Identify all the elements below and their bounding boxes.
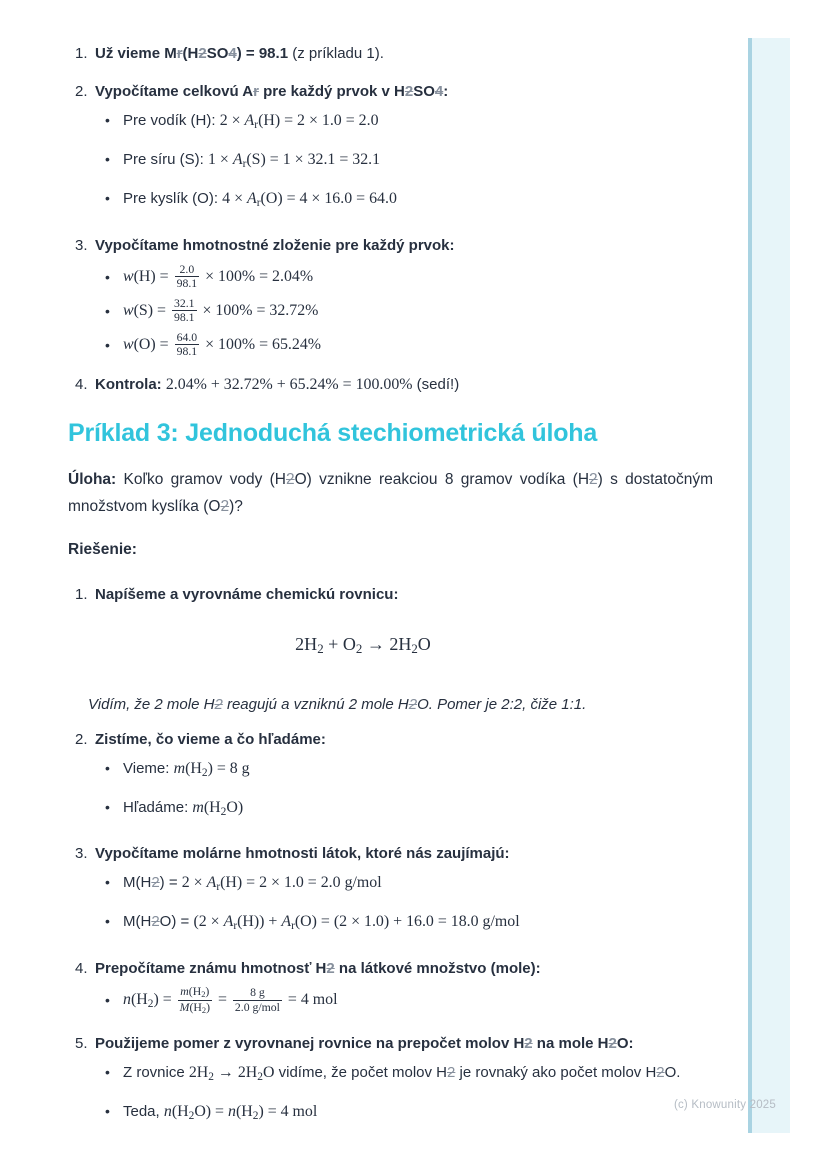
text-segment: M <box>179 1001 190 1014</box>
text-segment: (H <box>235 1102 253 1120</box>
bullet-icon: • <box>105 336 110 353</box>
text-segment: (H <box>188 985 202 999</box>
fraction <box>175 331 200 360</box>
text-segment: 2 <box>411 640 418 656</box>
fraction-denominator <box>175 277 200 291</box>
text-segment: (O) = (2 × 1.0) + 16.0 = 18.0 g/mol <box>294 913 520 931</box>
fraction <box>233 986 282 1015</box>
text-segment: : <box>443 83 449 100</box>
text-segment: (H <box>185 759 202 777</box>
text-segment: r <box>256 196 261 209</box>
text-segment: ) = 98.1 <box>236 45 289 62</box>
bullet-item <box>68 871 713 899</box>
text-segment: Z rovnice <box>123 1063 189 1081</box>
text-segment: O: <box>616 1034 634 1052</box>
text-segment: ) <box>205 985 210 999</box>
text-segment: A <box>232 150 243 168</box>
text-segment: × 100% = 65.24% <box>201 335 322 353</box>
bullet-item <box>68 757 713 785</box>
bullet-item <box>68 330 713 360</box>
bullet-icon: • <box>105 112 110 128</box>
text-segment: w <box>123 301 134 319</box>
text-segment: Hľadáme: <box>123 798 193 816</box>
text-segment: 1 × <box>208 150 233 168</box>
text-segment: (H) = 2 × 1.0 = 2.0 <box>258 112 379 129</box>
text-segment: 2 <box>220 805 227 818</box>
text-segment: ) = 4 mol <box>258 1102 318 1120</box>
text-segment: 2 <box>286 470 295 488</box>
text-segment: m <box>173 759 186 777</box>
text-segment: (H <box>130 991 148 1009</box>
text-segment: (S) = <box>133 301 170 319</box>
fraction <box>172 297 197 326</box>
text-segment: vidíme, že počet molov H <box>274 1063 448 1081</box>
text-segment: M(H <box>123 874 152 892</box>
fraction-denominator <box>175 345 200 359</box>
text-segment: 2 <box>608 1034 617 1052</box>
text-segment: 2 <box>404 83 414 100</box>
fraction-numerator <box>178 985 212 1001</box>
text-segment: 2 × <box>181 874 207 892</box>
text-segment: 2 <box>151 913 160 931</box>
text-segment: A <box>247 189 257 207</box>
text-segment: n <box>163 1102 172 1120</box>
text-segment: SO <box>413 83 435 100</box>
fraction <box>175 263 200 292</box>
list-number: 1. <box>75 585 88 603</box>
text-segment: 64.0 <box>176 330 198 344</box>
text-segment: A <box>281 913 292 931</box>
text-segment: Zistíme, čo vieme a čo hľadáme: <box>95 730 326 748</box>
text-segment: Riešenie: <box>68 540 137 558</box>
bullet-item <box>68 148 713 176</box>
text-segment: ) <box>206 1001 210 1014</box>
list-number: 3. <box>75 236 88 254</box>
text-segment: × 100% = 2.04% <box>201 267 314 285</box>
text-segment: 2 <box>355 640 363 656</box>
text-segment: = 4 mol <box>283 991 338 1009</box>
text-segment: je rovnaký ako počet molov H <box>455 1063 657 1081</box>
text-segment: 98.1 <box>176 277 198 291</box>
list-number: 2. <box>75 730 88 748</box>
fraction-denominator <box>172 311 197 325</box>
bullet-icon: • <box>105 992 110 1009</box>
text-segment: Úloha: <box>68 470 124 488</box>
text-segment: n <box>123 991 131 1009</box>
text-segment: 2 <box>524 1034 533 1052</box>
text-segment: 2 <box>201 1005 207 1016</box>
text-segment: A <box>223 913 234 931</box>
text-segment: → 2H <box>213 1063 258 1081</box>
bullet-item <box>68 296 713 326</box>
text-segment: (S) = 1 × 32.1 = 32.1 <box>246 150 381 168</box>
text-segment: 2 <box>257 1070 263 1083</box>
list-item <box>68 842 713 865</box>
bullet-icon: • <box>105 268 110 285</box>
text-segment: Koľko gramov vody (H <box>123 470 286 488</box>
text-segment: Vieme: <box>123 759 174 777</box>
text-segment: (O) = 4 × 16.0 = 64.0 <box>260 189 397 207</box>
copyright-text: (c) Knowunity 2025 <box>673 1099 776 1111</box>
text-segment: Vidím, že 2 mole H <box>88 695 215 713</box>
text-segment: ) = <box>153 991 176 1009</box>
text-segment: Použijeme pomer z vyrovnanej rovnice na prepočet molov H <box>95 1034 525 1052</box>
text-segment: pre každý prvok v H <box>258 83 405 100</box>
text-segment: ) s dostatočným množstvom kyslíka (O <box>68 470 714 515</box>
section-heading <box>68 417 713 449</box>
bullet-icon: • <box>105 150 110 167</box>
text-segment: 98.1 <box>173 311 195 325</box>
bullet-item <box>68 910 713 938</box>
fraction-numerator <box>175 331 200 346</box>
text-segment: Teda, <box>123 1102 164 1120</box>
text-segment: n <box>228 1102 236 1120</box>
list-item <box>68 80 713 103</box>
list-number: 2. <box>75 83 88 100</box>
text-segment: (sedí!) <box>412 375 460 393</box>
fraction-denominator <box>178 1001 212 1016</box>
text-segment: Pre kyslík (O): <box>123 189 223 207</box>
fraction-numerator <box>172 297 197 312</box>
text-segment: (H) = <box>133 267 173 285</box>
text-segment: O. <box>664 1063 681 1081</box>
paragraph <box>68 466 713 520</box>
text-segment: O <box>262 1063 275 1081</box>
bullet-icon: • <box>105 913 110 930</box>
text-segment: 2 <box>317 640 324 656</box>
note-paragraph <box>68 693 713 716</box>
text-segment: 2 <box>147 997 154 1010</box>
text-segment: (H <box>182 45 199 62</box>
text-segment: 8 g <box>250 986 265 1000</box>
text-segment: O. Pomer je 2:2, čiže 1:1. <box>417 695 587 713</box>
text-segment: 2.04% + 32.72% + 65.24% = 100.00% <box>165 375 413 393</box>
text-segment: r <box>216 881 221 894</box>
bullet-icon: • <box>105 1102 110 1119</box>
text-segment: Vypočítame molárne hmotnosti látok, ktoré nás zaujímajú: <box>95 845 510 863</box>
text-segment: w <box>123 267 134 285</box>
text-segment: 98.1 <box>176 345 198 359</box>
bullet-icon: • <box>105 798 110 815</box>
text-segment: na látkové množstvo (mole): <box>334 960 541 978</box>
text-segment: = <box>213 991 231 1009</box>
list-item <box>68 1032 713 1055</box>
text-segment: (H)) + <box>237 913 282 931</box>
bullet-item <box>68 187 713 215</box>
text-segment: w <box>123 335 134 353</box>
fraction-numerator <box>233 986 282 1001</box>
text-segment: 32.1 <box>173 296 195 310</box>
text-segment: (H) = 2 × 1.0 = 2.0 g/mol <box>220 874 382 892</box>
list-item <box>68 234 713 257</box>
text-segment: O) = <box>159 913 194 931</box>
fraction-numerator <box>175 263 200 278</box>
text-segment: 2 × <box>219 112 245 129</box>
text-segment: A <box>206 874 217 892</box>
text-segment: × 100% = 32.72% <box>198 301 319 319</box>
text-segment: (H <box>189 1001 202 1014</box>
text-segment: r <box>253 83 259 100</box>
text-segment: m <box>192 798 204 816</box>
list-number: 5. <box>75 1034 88 1052</box>
text-segment: (2 × <box>193 913 224 931</box>
text-segment: (H <box>203 798 221 816</box>
text-segment: 2 <box>326 960 335 978</box>
text-segment: (H <box>171 1102 189 1120</box>
bullet-icon: • <box>105 189 110 206</box>
text-segment: 2 <box>447 1063 456 1081</box>
text-segment: 2 <box>220 497 230 515</box>
list-number: 3. <box>75 845 88 863</box>
text-segment: O) vznikne reakciou 8 gramov vodíka (H <box>294 470 590 488</box>
text-segment: → 2H <box>362 633 412 654</box>
fraction-denominator <box>233 1001 282 1015</box>
list-item <box>68 728 713 751</box>
text-segment: ) = <box>159 874 182 892</box>
text-segment: 2 <box>208 1070 214 1083</box>
text-segment: reagujú a vzniknú 2 mole H <box>222 695 409 713</box>
text-segment: O) = <box>194 1102 228 1120</box>
text-segment: r <box>242 157 247 170</box>
list-item <box>68 583 713 606</box>
text-segment: 2 <box>252 1109 259 1122</box>
text-segment: 2H <box>295 633 318 654</box>
text-segment: Pre vodík (H): <box>123 112 220 129</box>
text-segment: 2.0 g/mol <box>234 1001 280 1014</box>
text-segment: 4 <box>434 83 444 100</box>
list-item <box>68 42 713 65</box>
text-segment: + O <box>323 633 356 654</box>
text-segment: Pre síru (S): <box>123 150 209 168</box>
text-segment: Napíšeme a vyrovnáme chemickú rovnicu: <box>95 585 399 603</box>
text-segment: O <box>417 633 431 654</box>
text-segment: m <box>180 985 189 999</box>
text-segment: r <box>254 118 259 131</box>
text-segment: 2 <box>589 470 598 488</box>
text-segment: 2 <box>201 989 206 1000</box>
text-segment: 2 <box>201 766 208 779</box>
text-segment: 2 <box>214 695 223 713</box>
text-segment: Kontrola: <box>95 375 166 393</box>
text-segment: r <box>176 45 183 62</box>
list-number: 4. <box>75 960 88 978</box>
text-segment: 2 <box>408 695 418 713</box>
text-segment: A <box>244 112 255 129</box>
text-segment: ) = 8 g <box>207 759 250 777</box>
text-segment: 2.0 <box>179 262 195 276</box>
text-segment: M(H <box>123 913 152 931</box>
text-segment: Vypočítame hmotnostné zloženie pre každý prvok: <box>95 236 455 254</box>
bullet-item <box>68 796 713 824</box>
text-segment: )? <box>229 497 243 515</box>
text-segment: 2 <box>188 1109 195 1122</box>
text-segment: na mole H <box>532 1034 609 1052</box>
text-segment: 4 <box>228 45 237 62</box>
text-segment: Prepočítame známu hmotnosť H <box>95 960 327 978</box>
list-item <box>68 957 713 980</box>
list-number: 1. <box>75 45 88 62</box>
bullet-icon: • <box>105 874 110 891</box>
text-segment: 2H <box>188 1063 209 1081</box>
text-segment: (O) = <box>133 335 173 353</box>
bullet-icon: • <box>105 759 110 776</box>
text-segment: (z príkladu 1). <box>288 45 384 62</box>
text-segment: Vypočítame celkovú A <box>95 83 254 100</box>
text-segment: Už vieme M <box>95 45 177 62</box>
text-segment: SO <box>206 45 229 62</box>
text-segment: r <box>233 920 238 933</box>
text-segment: 2 <box>656 1063 665 1081</box>
bullet-item <box>68 1061 713 1089</box>
bullet-item <box>68 262 713 292</box>
list-number: 4. <box>75 375 88 393</box>
bullet-item <box>68 1100 713 1128</box>
text-segment: 4 × <box>222 189 248 207</box>
text-segment: 2 <box>151 874 160 892</box>
bullet-item <box>68 109 713 137</box>
text-segment: r <box>291 920 295 933</box>
fraction <box>178 985 212 1016</box>
text-segment: 2 <box>198 45 207 62</box>
text-segment: O) <box>226 798 244 816</box>
bullet-icon: • <box>105 302 110 319</box>
bullet-icon: • <box>105 1063 110 1080</box>
bullet-item <box>68 985 713 1019</box>
paragraph <box>68 536 713 563</box>
list-item <box>68 373 713 396</box>
equation <box>68 630 713 663</box>
text-segment: Príklad 3: Jednoduchá stechiometrická úloha <box>68 418 598 447</box>
